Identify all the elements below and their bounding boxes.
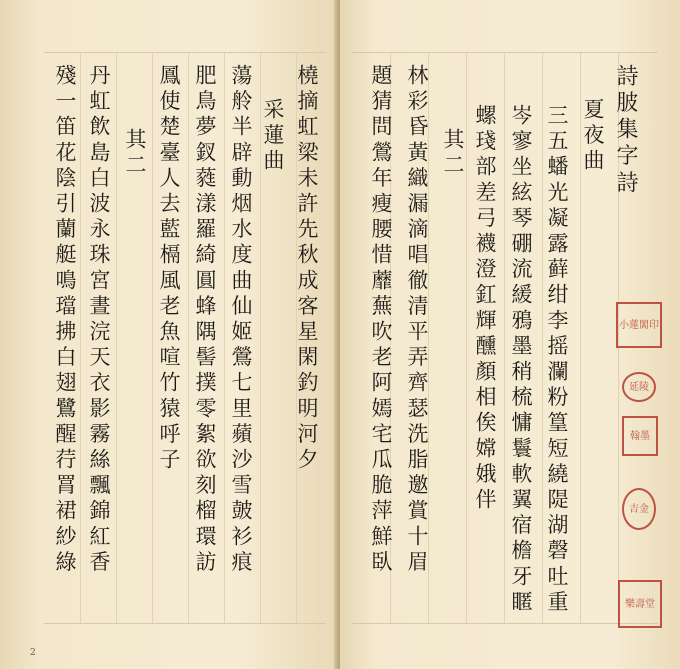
right-column-4: 岑寥坐絃琴硼流緩鴉墨稍梳慵鬟軟翼宿檐牙䁥 bbox=[509, 104, 533, 616]
page-number: 2 bbox=[30, 648, 36, 658]
left-column-3: 蕩舲半辟動烟水度曲仙姬鶯七里蘋沙雪皷衫痕 bbox=[229, 64, 253, 576]
left-column-5: 鳳使楚臺人去藍槅風老魚喧竹猿呼子 bbox=[157, 64, 181, 474]
grid-line bbox=[152, 53, 153, 623]
grid-line bbox=[116, 53, 117, 623]
right-column-8: 題猜問鶯年瘦腰惜蘼蕪吹老阿嫣宅瓜脆萍鮮臥 bbox=[369, 64, 393, 576]
grid-line bbox=[80, 53, 81, 623]
right-column-7: 林彩昏黃織漏滴唱徹清平弄齊瑟洗脂邀賞十眉 bbox=[405, 64, 429, 576]
right-column-6-heading: 其二 bbox=[441, 128, 465, 180]
right-page bbox=[340, 0, 680, 669]
red-seal-stamp: 吉金 bbox=[622, 488, 656, 530]
left-column-8: 殘一笛花陰引蘭艇鳴璫拂白翅鷺醒荇罥裙紗綠 bbox=[53, 64, 77, 576]
left-page bbox=[0, 0, 338, 669]
red-seal-stamp: 樂壽堂 bbox=[618, 580, 662, 628]
grid-line bbox=[504, 53, 505, 623]
grid-line bbox=[188, 53, 189, 623]
book-title: 詩䏢集字詩 bbox=[613, 64, 638, 197]
left-column-4: 肥鳥夢釵蕤漾羅綺圓蜂隅髻撲零絮欲刻榴環訪 bbox=[193, 64, 217, 576]
red-seal-stamp: 翰墨 bbox=[622, 416, 658, 456]
right-column-5: 螺琖部差弓襪澄釭輝醺顏相俟嫦娥伴 bbox=[473, 104, 497, 514]
left-column-7: 丹虹飲島白波永珠宮晝浣天衣影霧絲飄錦紅香 bbox=[87, 64, 111, 576]
red-seal-stamp: 小蓮閣印 bbox=[616, 302, 662, 348]
left-column-1: 橈摘虹梁未許先秋成客星閑釣明河夕 bbox=[295, 64, 319, 474]
right-column-3: 三五蟠光凝露藓绀李摇瀾粉篁短繞隄湖磬吐重 bbox=[545, 104, 569, 616]
poem-title-summer-night: 夏夜曲 bbox=[581, 98, 605, 175]
left-column-2-heading: 采蓮曲 bbox=[261, 98, 285, 175]
left-column-6-heading: 其二 bbox=[123, 128, 147, 180]
grid-line bbox=[224, 53, 225, 623]
red-seal-stamp: 延陵 bbox=[622, 372, 656, 402]
